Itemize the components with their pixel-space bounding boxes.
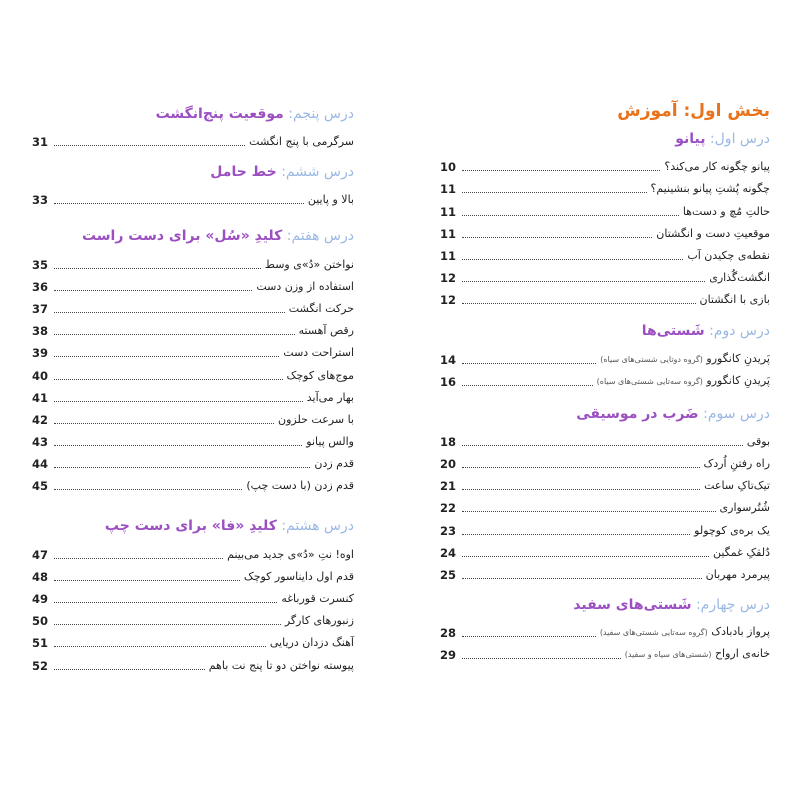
toc-entry[interactable] [32, 360, 354, 382]
page-number: 22 [440, 501, 457, 516]
toc-entry[interactable] [440, 427, 770, 449]
page-number: 37 [32, 301, 49, 316]
entry-title-text: بوقی [746, 434, 770, 448]
entry-subtitle: (گروه دوتایی شستی‌های سیاه) [600, 354, 703, 364]
lesson-block [32, 225, 354, 493]
toc-entry[interactable] [32, 584, 354, 606]
page-number: 45 [32, 479, 49, 494]
dot-leader [54, 268, 261, 269]
dot-leader [54, 290, 252, 291]
entry-title [597, 374, 770, 389]
dot-leader [54, 646, 266, 647]
entry-title [713, 546, 770, 560]
entry-title [270, 636, 354, 650]
entry-title-text: والس پیانو [306, 435, 354, 449]
entry-title-text: سرگرمی با پنج انگشت [249, 135, 354, 149]
page-number: 52 [32, 658, 49, 673]
toc-entry[interactable] [32, 383, 354, 405]
entry-title-text: حالتِ مُچ و دست‌ها [682, 204, 770, 218]
toc-entry[interactable] [440, 174, 770, 196]
page-number: 21 [440, 479, 457, 494]
lesson-block [32, 103, 354, 149]
page-number: 20 [440, 457, 457, 472]
entry-title-text: نواختن «دُ»ی وسط [264, 257, 354, 271]
toc-entry[interactable] [32, 316, 354, 338]
dot-leader [54, 312, 285, 313]
entry-title [704, 457, 771, 471]
dot-leader [54, 203, 304, 204]
entry-title-text: یک بره‌ی کوچولو [694, 523, 770, 537]
lesson-list [440, 128, 770, 662]
lesson-title: ضَرب در موسیقی [576, 405, 699, 422]
dot-leader [54, 580, 240, 581]
dot-leader [462, 192, 647, 193]
entry-title [299, 324, 354, 338]
entry-title [704, 479, 770, 493]
entry-title-text: پیوسته نواختن دو تا پنج نت باهم [208, 658, 354, 672]
entry-title-text: بهار می‌آید [306, 390, 354, 404]
dot-leader [462, 467, 700, 468]
dot-leader [54, 467, 310, 468]
toc-entry[interactable] [440, 367, 770, 389]
lesson-block [32, 161, 354, 207]
entry-title [256, 280, 354, 294]
dot-leader [54, 334, 295, 335]
entry-title [656, 227, 770, 241]
page-number: 24 [440, 545, 457, 560]
toc-entry[interactable] [440, 640, 770, 662]
dot-leader [54, 669, 205, 670]
page-number: 16 [440, 374, 457, 389]
toc-entry[interactable] [440, 538, 770, 560]
page-number: 40 [32, 368, 49, 383]
lesson-block [440, 594, 770, 662]
lesson-block [440, 128, 770, 307]
page-number: 51 [32, 636, 49, 651]
toc-entry[interactable] [32, 562, 354, 584]
entry-title-text: زنبورهای کارگر [284, 614, 354, 628]
dot-leader [462, 636, 596, 637]
toc-entry[interactable] [440, 471, 770, 493]
page-number: 47 [32, 547, 49, 562]
entry-title [625, 647, 770, 662]
lesson-block [32, 515, 354, 672]
dot-leader [54, 401, 303, 402]
entry-title [307, 391, 354, 405]
dot-leader [462, 281, 705, 282]
lesson-heading [440, 403, 770, 425]
entry-title-text: چگونه پُشتِ پیانو بنشینیم؟ [650, 182, 770, 196]
entry-title [249, 135, 354, 149]
lesson-heading [440, 594, 770, 616]
page-number: 43 [32, 435, 49, 450]
entry-title [246, 479, 354, 493]
entry-title [700, 293, 771, 307]
entry-title-text: بالا و پایین [307, 193, 354, 207]
page-number: 11 [440, 182, 457, 197]
toc-entry[interactable] [32, 405, 354, 427]
entry-title [600, 625, 770, 640]
entry-title-text: پیرمرد مهربان [705, 568, 770, 581]
entry-subtitle: (گروه سه‌تایی شستی‌های سیاه) [596, 376, 703, 386]
toc-entry[interactable] [440, 285, 770, 307]
entry-title [209, 659, 354, 673]
lesson-list [32, 103, 354, 673]
toc-entry[interactable] [32, 606, 354, 628]
toc-right-column [440, 100, 770, 668]
entry-title-text: قدم اول دایناسور کوچک [243, 569, 354, 583]
lesson-number: درس چهارم: [695, 597, 770, 613]
entry-title-text: استراحت دست [283, 346, 354, 360]
entry-title-text: نقطه‌ی چکیدن آب [687, 248, 770, 262]
entry-title [747, 435, 770, 449]
page-number: 50 [32, 614, 49, 629]
entry-title-text: آهنگ دزدان دریایی [269, 636, 354, 650]
entry-title [308, 193, 354, 207]
page-number: 38 [32, 324, 49, 339]
page-number: 12 [440, 271, 457, 286]
page-number: 35 [32, 257, 49, 272]
entry-title [709, 271, 770, 285]
entry-title [265, 258, 354, 272]
toc-entry[interactable] [32, 539, 354, 561]
toc-entry[interactable] [440, 449, 770, 471]
toc-entry[interactable] [32, 249, 354, 271]
entry-subtitle: (شستی‌های سیاه و سفید) [624, 650, 712, 660]
entry-title [281, 592, 354, 606]
dot-leader [462, 534, 690, 535]
dot-leader [54, 489, 242, 490]
dot-leader [462, 445, 743, 446]
toc-entry[interactable] [440, 515, 770, 537]
page-number: 39 [32, 346, 49, 361]
page-number: 10 [440, 160, 457, 175]
entry-title [285, 614, 354, 628]
page-number: 33 [32, 193, 49, 208]
lesson-heading [440, 320, 770, 342]
entry-title-text: بازی با انگشتان [699, 293, 770, 307]
entry-title [287, 369, 355, 383]
entry-title [683, 205, 770, 219]
dot-leader [54, 445, 302, 446]
entry-title-text: قدم زدن [314, 457, 354, 471]
lesson-title: شَستی‌ها [641, 323, 705, 340]
toc-entry[interactable] [32, 427, 354, 449]
part-title: بخش اول: آموزش [617, 101, 770, 121]
page-number: 29 [440, 648, 457, 663]
entry-title-text: شُتُرسواری [719, 501, 770, 515]
dot-leader [54, 558, 223, 559]
page-number: 42 [32, 412, 49, 427]
entry-title [694, 524, 770, 538]
toc-entry[interactable] [440, 219, 770, 241]
page-number: 31 [32, 135, 49, 150]
entry-title-text: پَریدنِ کانگورو [706, 351, 770, 365]
entry-title-text: راه رفتنِ اُردک [703, 457, 770, 471]
entry-title-text: با سرعت حلزون [278, 412, 354, 426]
dot-leader [462, 237, 652, 238]
page-number: 18 [440, 434, 457, 449]
entry-title-text: موقعیتِ دست و انگشتان [656, 226, 770, 240]
entry-title-text: انگشت‌گُذاری [709, 271, 770, 285]
entry-title [664, 160, 770, 174]
lesson-heading [32, 161, 354, 183]
entry-title-text: کنسرت قورباغه [281, 592, 354, 605]
entry-title-text: پیانو چگونه کار می‌کند؟ [664, 160, 770, 174]
toc-entry[interactable] [440, 263, 770, 285]
dot-leader [462, 170, 660, 171]
toc-entry[interactable] [440, 493, 770, 515]
lesson-number: درس هفتم: [286, 228, 354, 245]
page-number: 11 [440, 248, 457, 263]
entry-title [687, 249, 770, 263]
entry-title-text: پَریدنِ کانگورو [706, 373, 770, 387]
entry-title-text: رقص آهسته [298, 324, 354, 338]
entry-title-text: تیک‌تاکِ ساعت [704, 479, 770, 493]
dot-leader [54, 356, 279, 357]
toc-entry[interactable] [32, 628, 354, 650]
entry-title [278, 413, 354, 427]
toc-entry[interactable] [440, 560, 770, 582]
toc-entry[interactable] [440, 618, 770, 640]
page-number: 12 [440, 293, 457, 308]
entry-title [227, 548, 354, 562]
toc-entry[interactable] [440, 196, 770, 218]
dot-leader [462, 259, 683, 260]
entry-title [289, 302, 354, 316]
lesson-heading [32, 225, 354, 247]
lesson-number: درس دوم: [709, 323, 770, 340]
page-number: 48 [32, 569, 49, 584]
dot-leader [54, 379, 283, 380]
lesson-title: موقعیت پنج‌انگشت [155, 106, 284, 122]
lesson-heading [440, 128, 770, 150]
dot-leader [462, 578, 702, 579]
entry-title-text: پرواز بادبادک [711, 625, 770, 639]
entry-subtitle: (گروه سه‌تایی شستی‌های سفید) [599, 628, 708, 638]
dot-leader [462, 303, 696, 304]
toc-entry[interactable] [32, 272, 354, 294]
dot-leader [54, 145, 245, 146]
entry-title-text: قدم زدن (با دست چپ) [246, 479, 354, 493]
toc-entry[interactable] [440, 344, 770, 366]
entry-title-text: خانه‌ی ارواح [714, 647, 770, 661]
entry-title-text: اوه! نتِ «دُ»ی جدید می‌بینم [227, 547, 354, 561]
toc-entry[interactable] [32, 294, 354, 316]
page-number: 11 [440, 226, 457, 241]
lesson-title: شَستی‌های سفید [573, 597, 692, 613]
entry-title [720, 501, 770, 515]
toc-entry[interactable] [32, 449, 354, 471]
dot-leader [54, 624, 281, 625]
entry-title-text: حرکت انگشت [288, 301, 354, 315]
page-number: 14 [440, 352, 457, 367]
entry-title [706, 568, 770, 582]
dot-leader [462, 215, 679, 216]
toc-entry[interactable] [32, 338, 354, 360]
lesson-number: درس سوم: [703, 405, 770, 422]
page-number: 36 [32, 279, 49, 294]
toc-entry[interactable] [440, 241, 770, 263]
page-number: 28 [440, 626, 457, 641]
lesson-number: درس هشتم: [281, 518, 354, 535]
entry-title-text: استفاده از وزن دست [256, 279, 354, 293]
page-number: 11 [440, 204, 457, 219]
lesson-number: درس اول: [709, 131, 770, 147]
dot-leader [462, 385, 593, 386]
entry-title [306, 435, 354, 449]
lesson-block [440, 320, 770, 388]
entry-title [600, 352, 770, 367]
lesson-title: کلیدِ «سُل» برای دست راست [81, 228, 283, 245]
toc-entry[interactable] [32, 471, 354, 493]
lesson-heading [32, 515, 354, 537]
entry-title [651, 182, 770, 196]
lesson-title: کلیدِ «فا» برای دست چپ [104, 518, 277, 535]
page-number: 23 [440, 523, 457, 538]
entry-title-text: موج‌های کوچک [286, 368, 354, 382]
dot-leader [462, 511, 716, 512]
page-number: 49 [32, 592, 49, 606]
dot-leader [462, 489, 700, 490]
lesson-number: درس پنجم: [288, 106, 354, 122]
toc-entry[interactable] [32, 650, 354, 672]
lesson-heading [32, 103, 354, 125]
dot-leader [462, 556, 709, 557]
toc-left-column [32, 103, 354, 679]
dot-leader [462, 363, 596, 364]
toc-entry[interactable] [32, 185, 354, 207]
lesson-title: پیانو [675, 131, 706, 147]
page-number: 44 [32, 457, 49, 472]
dot-leader [462, 658, 621, 659]
entry-title [244, 570, 354, 584]
dot-leader [54, 602, 277, 603]
page-number: 41 [32, 390, 49, 405]
entry-title [314, 457, 354, 471]
entry-title [283, 346, 354, 360]
toc-entry[interactable] [440, 152, 770, 174]
lesson-number: درس ششم: [281, 164, 354, 181]
dot-leader [54, 423, 274, 424]
entry-title-text: دُلقکِ غمگین [712, 545, 770, 559]
page-number: 25 [440, 568, 457, 582]
lesson-title: خط حامل [210, 164, 277, 181]
toc-entry[interactable] [32, 127, 354, 149]
lesson-block [440, 403, 770, 582]
